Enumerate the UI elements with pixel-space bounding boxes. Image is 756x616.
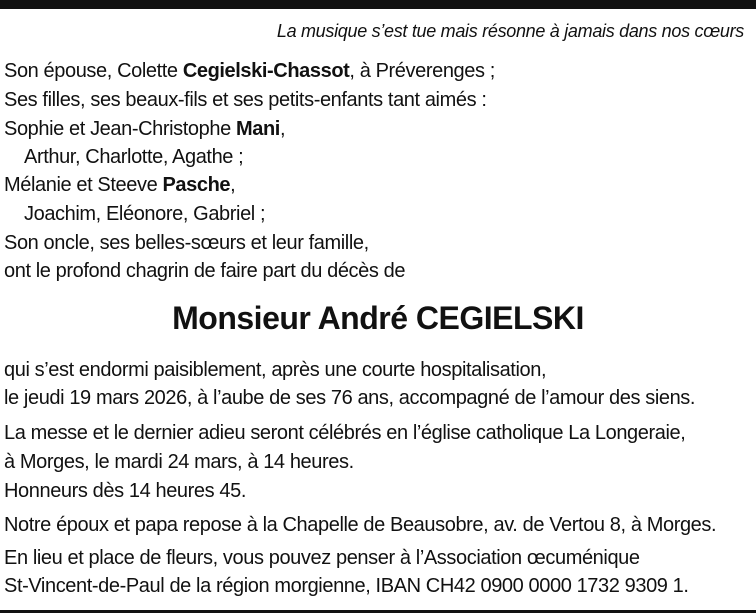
- epigraph: La musique s’est tue mais résonne à jamais dans nos cœurs: [276, 21, 744, 41]
- couple1-names: Sophie et Jean-Christophe: [4, 118, 236, 140]
- detail-line-4: à Morges, le mardi 24 mars, à 14 heures.: [4, 451, 354, 473]
- spouse-place: , à Préverenges ;: [349, 60, 495, 82]
- detail-line-3: La messe et le dernier adieu seront célébrés en l’église catholique La Longeraie,: [4, 422, 686, 444]
- detail-line-2: le jeudi 19 mars 2026, à l’aube de ses 76 ans, accompagné de l’amour des siens.: [4, 387, 696, 409]
- announce-line: ont le profond chagrin de faire part du décès de: [4, 260, 406, 282]
- spouse-line: [4, 59, 495, 83]
- uncle-line: Son oncle, ses belles-sœurs et leur famille,: [4, 232, 369, 254]
- couple1-surname: Mani: [235, 118, 280, 140]
- spouse-surname: Cegielski-Chassot: [182, 60, 350, 82]
- children1-line: Arthur, Charlotte, Agathe ;: [24, 146, 244, 168]
- couple1-punct: ,: [279, 118, 286, 140]
- couple2-surname: Pasche: [162, 174, 231, 196]
- detail-line-5: Honneurs dès 14 heures 45.: [4, 480, 246, 502]
- detail-line-1: qui s’est endormi paisiblement, après une courte hospitalisation,: [4, 359, 547, 381]
- detail-line-8: St-Vincent-de-Paul de la région morgienne, IBAN CH42 0900 0000 1732 9309 1.: [4, 575, 689, 597]
- children2-line: Joachim, Eléonore, Gabriel ;: [24, 203, 266, 225]
- detail-line-7: En lieu et place de fleurs, vous pouvez penser à l’Association œcuménique: [4, 547, 640, 569]
- deceased-name: Monsieur André CEGIELSKI: [172, 300, 584, 336]
- spouse-intro: Son épouse, Colette: [4, 60, 183, 82]
- bottom-rule: [0, 610, 756, 613]
- couple2-punct: ,: [230, 174, 236, 196]
- couple2-line: [4, 173, 235, 197]
- daughters-line: Ses filles, ses beaux-fils et ses petits-enfants tant aimés :: [4, 89, 487, 111]
- couple1-line: [4, 117, 285, 141]
- couple2-names: Mélanie et Steeve: [4, 174, 163, 196]
- top-rule: [0, 0, 756, 9]
- detail-line-6: Notre époux et papa repose à la Chapelle de Beausobre, av. de Vertou 8, à Morges.: [4, 514, 717, 536]
